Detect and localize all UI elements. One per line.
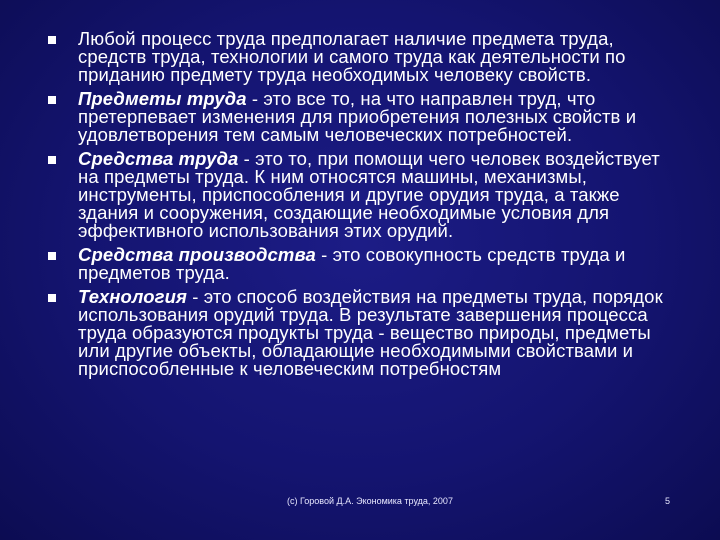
bullet-item <box>48 246 678 282</box>
bullet-item <box>48 90 678 144</box>
bullet-text: - это то, при помощи чего человек воздействует на предметы труда. К ним относятся машины, механизмы, инструменты, приспособления и другие орудия труда, а также здания и сооружения, создающие необходимые условия для эффективного использования этих орудий. <box>78 148 660 241</box>
bullet-item <box>48 150 678 240</box>
bullet-text: - это совокупность средств труда и предметов труда. <box>78 244 626 283</box>
bullet-item <box>48 288 678 378</box>
bullet-text: - это способ воздействия на предметы труда, порядок использования орудий труда. В результате завершения процесса труда образуются продукты труда - вещество природы, предметы или другие объекты, обладающие необходимыми свойствами и приспособленные к человеческим потребностям <box>78 286 663 379</box>
square-bullet-icon <box>48 36 56 44</box>
bullet-term: Средства труда <box>78 148 239 169</box>
square-bullet-icon <box>48 156 56 164</box>
bullet-term: Технология <box>78 286 188 307</box>
page-number: 5 <box>665 496 671 506</box>
bullet-term: Средства производства <box>78 244 316 265</box>
bullet-text: - это все то, на что направлен труд, что претерпевает изменения для приобретения полезных свойств и удовлетворения тем самым человеческих потребностей. <box>78 88 637 145</box>
bullet-item <box>48 30 678 84</box>
bullet-list <box>48 30 678 384</box>
footer-credit: (с) Горовой Д.А. Экономика труда, 2007 <box>287 496 453 506</box>
square-bullet-icon <box>48 294 56 302</box>
square-bullet-icon <box>48 252 56 260</box>
square-bullet-icon <box>48 96 56 104</box>
bullet-term: Предметы труда <box>78 88 247 109</box>
bullet-text: Любой процесс труда предполагает наличие предмета труда, средств труда, технологии и самого труда как деятельности по приданию предмету труда необходимых человеку свойств. <box>78 28 626 85</box>
